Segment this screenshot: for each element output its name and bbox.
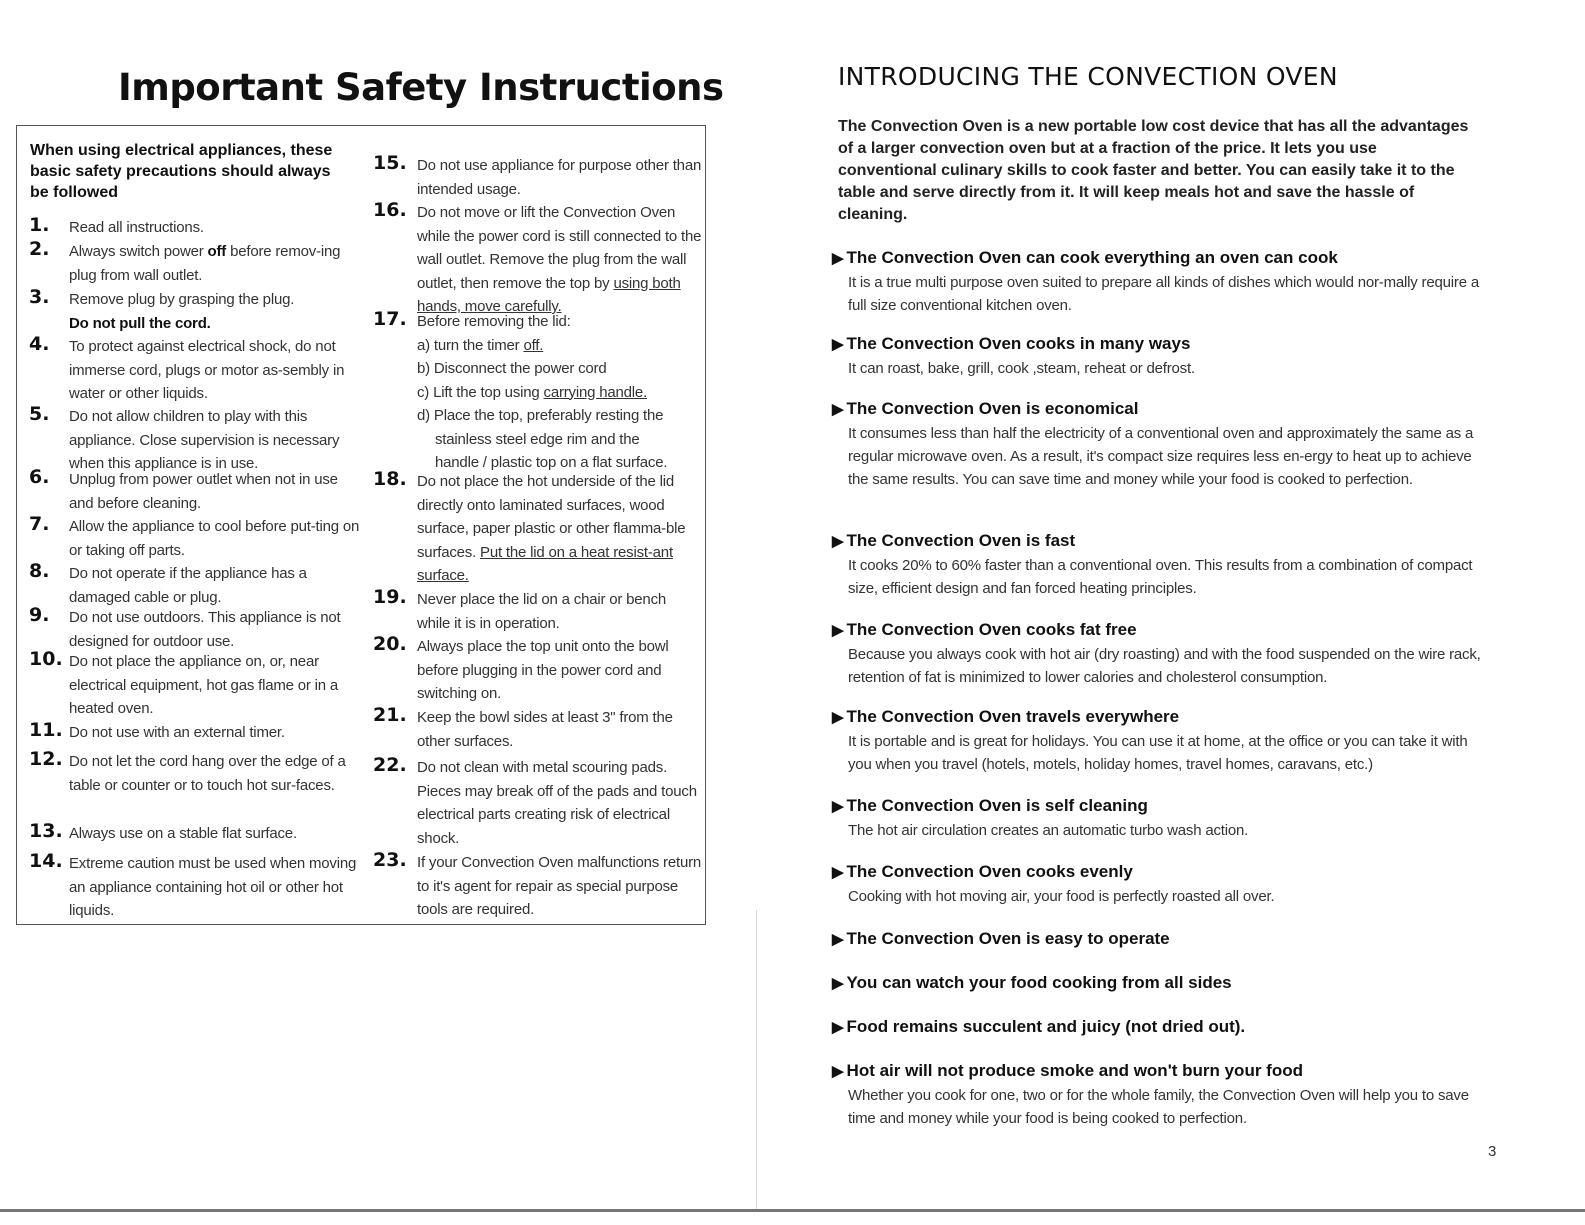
feature-body: It is a true multi purpose oven suited to prepare all kinds of dishes which would nor-mally require a full size conventional kitchen oven. [848, 274, 1479, 314]
right-page [760, 0, 1585, 1225]
item-number: 6. [29, 466, 50, 488]
item-number: 2. [29, 238, 50, 260]
item-number: 3. [29, 286, 50, 308]
item-text: Unplug from power outlet when not in use and before cleaning. [69, 471, 338, 512]
item-number: 23. [373, 849, 407, 871]
feature-watch-cooking [832, 971, 1492, 996]
scan-edge [0, 1209, 1585, 1212]
item-number: 15. [373, 152, 407, 174]
item-number: 22. [373, 754, 407, 776]
item-text: Do not move or lift the Convection Oven while the power cord is still connected to the wall outlet. Remove the plug from the wall outlet, then remove the top by using both hands, move carefully. [417, 204, 702, 315]
arrow-right-icon: ▶ [832, 1063, 844, 1080]
item-text: Allow the appliance to cool before put-ting on or taking off parts. [69, 518, 360, 559]
item-number: 11. [29, 719, 63, 741]
item-text: Always switch power off before remov-ing plug from wall outlet. [69, 243, 341, 284]
item-text: Do not place the appliance on, or, near electrical equipment, hot gas flame or in a heated oven. [69, 653, 339, 717]
feature-fat-free [832, 618, 1492, 689]
item-text: Never place the lid on a chair or bench while it is in operation. [417, 591, 667, 632]
safety-instructions-box [16, 125, 706, 925]
feature-many-ways [832, 332, 1492, 380]
item-text: If your Convection Oven malfunctions return to it's agent for repair as special purpose tools are required. [417, 854, 702, 918]
feature-cooks-evenly [832, 860, 1492, 908]
arrow-right-icon: ▶ [832, 336, 844, 353]
feature-body: It cooks 20% to 60% faster than a conventional oven. This results from a combination of compact size, efficient design and fan forced heating principles. [848, 557, 1473, 597]
item-number: 10. [29, 648, 63, 670]
feature-heading: ▶ The Convection Oven cooks evenly [832, 862, 1133, 881]
page-number: 3 [1488, 1143, 1497, 1160]
feature-easy-to-operate [832, 927, 1492, 952]
item-number: 1. [29, 214, 50, 236]
arrow-right-icon: ▶ [832, 975, 844, 992]
item-number: 8. [29, 560, 50, 582]
item-text: Do not clean with metal scouring pads. Pieces may break off of the pads and touch electrical parts creating risk of electrical shock. [417, 759, 697, 847]
item-text: Always place the top unit onto the bowl before plugging in the power cord and switching on. [417, 638, 669, 702]
feature-travels [832, 705, 1492, 776]
item-number: 18. [373, 468, 407, 490]
item-number: 16. [373, 199, 407, 221]
feature-heading: ▶ The Convection Oven is easy to operate [832, 929, 1170, 948]
feature-cooks-everything [832, 246, 1492, 317]
arrow-right-icon: ▶ [832, 709, 844, 726]
item-text: Before removing the lid: a) turn the timer off. b) Disconnect the power cord c) Lift the top using carrying handle. d) Place the top, preferably resting the stainless steel edge rim and the handle / plastic top on a flat surface. [417, 313, 668, 471]
arrow-right-icon: ▶ [832, 622, 844, 639]
item-text: Do not allow children to play with this appliance. Close supervision is necessary when this appliance is in use. [69, 408, 340, 472]
item-number: 21. [373, 704, 407, 726]
feature-heading: ▶ The Convection Oven travels everywhere [832, 707, 1180, 726]
item-text: Always use on a stable flat surface. [69, 825, 297, 842]
item-text: Do not use appliance for purpose other than intended usage. [417, 157, 702, 198]
feature-body: It can roast, bake, grill, cook ,steam, reheat or defrost. [848, 360, 1195, 377]
left-page [0, 0, 760, 1225]
convection-intro: The Convection Oven is a new portable low cost device that has all the advantages of a larger convection oven but at a fraction of the price. It lets you use conventional culinary skills to cook faster and better. You can easily take it to the table and serve directly from it. It will keep meals hot and save the hassle of cleaning. [838, 118, 1469, 223]
feature-economical [832, 397, 1492, 491]
item-text: Do not use outdoors. This appliance is not designed for outdoor use. [69, 609, 341, 650]
arrow-right-icon: ▶ [832, 533, 844, 550]
item-text: Remove plug by grasping the plug. Do not pull the cord. [69, 291, 295, 332]
arrow-right-icon: ▶ [832, 401, 844, 418]
item-text: Do not let the cord hang over the edge of a table or counter or to touch hot sur-faces. [69, 753, 346, 794]
feature-heading: ▶ Food remains succulent and juicy (not dried out). [832, 1017, 1246, 1036]
item-number: 13. [29, 820, 63, 842]
item-text: Read all instructions. [69, 219, 204, 236]
feature-body: Because you always cook with hot air (dry roasting) and with the food suspended on the wire rack, retention of fat is minimized to lower calories and cholesterol consumption. [848, 646, 1481, 686]
item-number: 19. [373, 586, 407, 608]
page-gutter [756, 910, 757, 1210]
feature-body: It consumes less than half the electricity of a conventional oven and approximately the same as a regular microwave oven. As a result, it's compact size requires less en-ergy to heat up to achieve the same results. You can save time and money while your food is cooked to perfection. [848, 425, 1474, 488]
item-number: 12. [29, 748, 63, 770]
item-text: Do not use with an external timer. [69, 724, 285, 741]
item-number: 4. [29, 333, 50, 355]
feature-heading: ▶ The Convection Oven cooks in many ways [832, 334, 1191, 353]
feature-heading: ▶ You can watch your food cooking from all sides [832, 973, 1232, 992]
item-number: 20. [373, 633, 407, 655]
item-text: To protect against electrical shock, do not immerse cord, plugs or motor as-sembly in water or other liquids. [69, 338, 345, 402]
arrow-right-icon: ▶ [832, 1019, 844, 1036]
feature-succulent [832, 1015, 1492, 1040]
item-text: Keep the bowl sides at least 3" from the other surfaces. [417, 709, 673, 750]
feature-body: Whether you cook for one, two or for the whole family, the Convection Oven will help you to save time and money while your food is being cooked to perfection. [848, 1087, 1469, 1127]
feature-heading: ▶ The Convection Oven can cook everything an oven can cook [832, 248, 1338, 267]
feature-body: The hot air circulation creates an automatic turbo wash action. [848, 822, 1249, 839]
feature-body: Cooking with hot moving air, your food is perfectly roasted all over. [848, 888, 1275, 905]
feature-heading: ▶ The Convection Oven cooks fat free [832, 620, 1137, 639]
safety-title: Important Safety Instructions [118, 66, 724, 109]
arrow-right-icon: ▶ [832, 250, 844, 267]
arrow-right-icon: ▶ [832, 931, 844, 948]
feature-heading: ▶ Hot air will not produce smoke and won't burn your food [832, 1061, 1303, 1080]
feature-heading: ▶ The Convection Oven is economical [832, 399, 1139, 418]
arrow-right-icon: ▶ [832, 798, 844, 815]
feature-heading: ▶ The Convection Oven is fast [832, 531, 1076, 550]
item-number: 5. [29, 403, 50, 425]
item-number: 9. [29, 604, 50, 626]
feature-self-cleaning [832, 794, 1492, 842]
item-number: 7. [29, 513, 50, 535]
feature-fast [832, 529, 1492, 600]
item-text: Do not operate if the appliance has a damaged cable or plug. [69, 565, 307, 606]
feature-no-smoke [832, 1059, 1492, 1130]
item-number: 14. [29, 850, 63, 872]
item-text: Extreme caution must be used when moving an appliance containing hot oil or other hot liquids. [69, 855, 357, 919]
feature-body: It is portable and is great for holidays. You can use it at home, at the office or you can take it with you when you travel (hotels, motels, holiday homes, travel homes, caravans, etc.) [848, 733, 1468, 773]
safety-intro: When using electrical appliances, these basic safety precautions should always be followed [30, 142, 333, 201]
item-text: Do not place the hot underside of the lid directly onto laminated surfaces, wood surface, paper plastic or other flamma-ble surfaces. Put the lid on a heat resist-ant surface. [417, 473, 686, 584]
convection-title: INTRODUCING THE CONVECTION OVEN [838, 62, 1338, 91]
item-number: 17. [373, 308, 407, 330]
arrow-right-icon: ▶ [832, 864, 844, 881]
feature-heading: ▶ The Convection Oven is self cleaning [832, 796, 1148, 815]
